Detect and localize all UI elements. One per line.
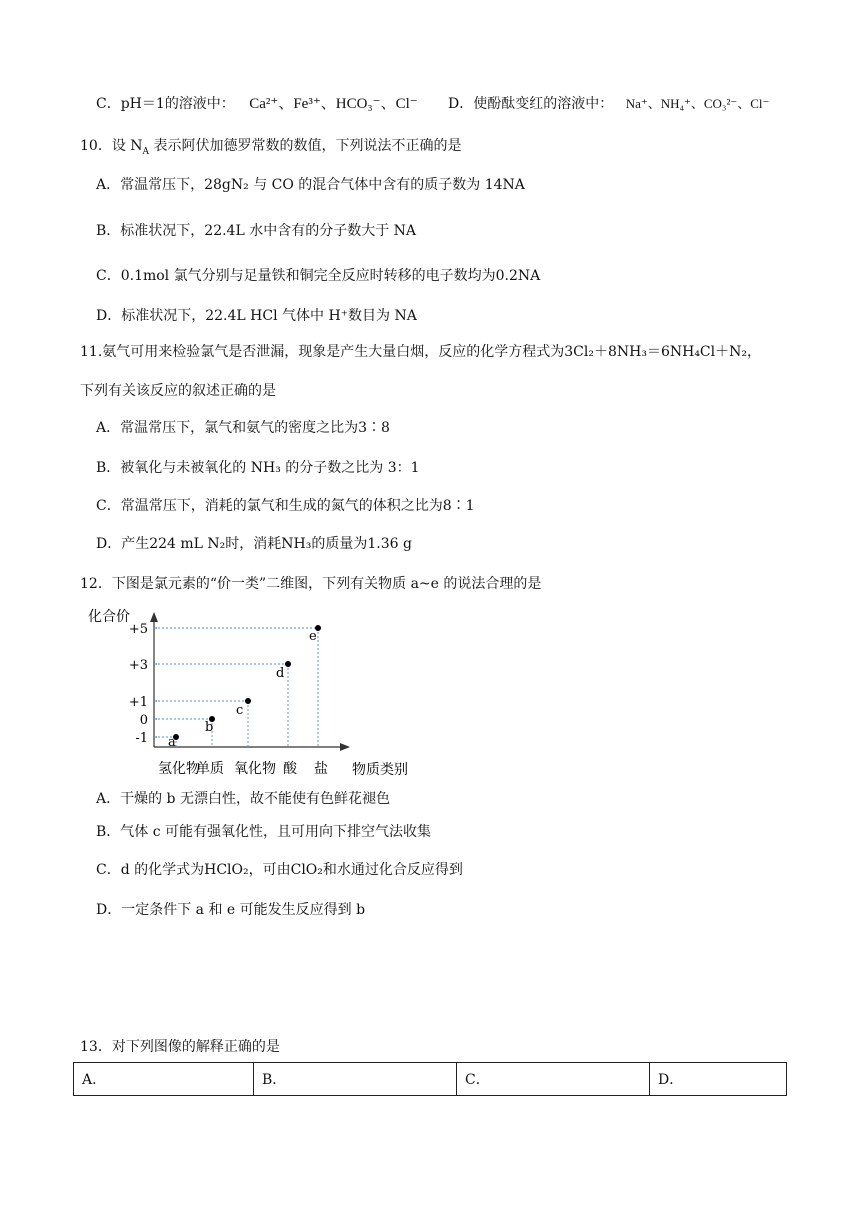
answer-cell-d: D． <box>650 1063 787 1096</box>
ion-list: Ca²⁺、Fe³⁺、HCO₃⁻、Cl⁻ <box>249 96 418 112</box>
stem-text: 10．设 N <box>80 138 143 154</box>
y-tick-label: +5 <box>128 622 148 637</box>
y-axis-arrow-icon <box>150 612 158 622</box>
x-category-label: 盐 <box>314 761 328 777</box>
chart-plot-area <box>129 612 350 777</box>
q11-stem-line2: 下列有关该反应的叙述正确的是 <box>80 383 276 399</box>
q11-option-c: C．常温常压下，消耗的氯气和生成的氮气的体积之比为8∶1 <box>96 498 475 514</box>
answer-cell-b: B． <box>254 1063 457 1096</box>
point-label: b <box>205 720 214 735</box>
y-tick-label: 0 <box>139 713 148 728</box>
x-axis-arrow-icon <box>340 743 350 751</box>
ion-list: Na⁺、NH₄⁺、CO₃²⁻、Cl⁻ <box>625 96 770 111</box>
q11-option-d: D．产生224 mL N₂时，消耗NH₃的质量为1.36 g <box>96 536 412 552</box>
x-category-label: 氧化物 <box>234 761 276 777</box>
q12-option-a: A．干燥的 b 无漂白性，故不能使有色鲜花褪色 <box>96 791 390 807</box>
point-label: c <box>236 703 244 718</box>
x-axis-label: 物质类别 <box>352 762 408 778</box>
q13-answer-table <box>73 1062 787 1096</box>
ph-value: ＝1 <box>141 96 165 112</box>
y-tick-label: -1 <box>135 731 148 746</box>
point-label: a <box>168 735 176 750</box>
x-category-label: 氢化物 <box>158 761 200 777</box>
q12-option-b: B．气体 c 可能有强氧化性，且可用向下排空气法收集 <box>96 824 432 840</box>
point-label: e <box>309 629 317 644</box>
option-label: D． <box>448 96 474 112</box>
q12-option-c: C．d 的化学式为HClO₂，可由ClO₂和水通过化合反应得到 <box>96 862 463 878</box>
table-row <box>74 1063 787 1096</box>
point-label: d <box>276 666 285 681</box>
valence-class-chart <box>84 604 424 782</box>
option-text: 使酚酞变红的溶液中： <box>473 96 614 112</box>
y-axis-label: 化合价 <box>88 609 130 625</box>
answer-cell-c: C． <box>457 1063 650 1096</box>
stem-subscript: A <box>142 146 150 157</box>
option-text: 的溶液中： <box>164 96 235 112</box>
answer-cell-a: A． <box>74 1063 254 1096</box>
q9-option-d <box>448 94 769 114</box>
x-category-label: 单质 <box>196 761 224 777</box>
q11-option-b: B．被氧化与未被氧化的 NH₃ 的分子数之比为 3：1 <box>96 460 420 476</box>
option-label: C． <box>96 96 121 112</box>
y-tick-label: +1 <box>128 695 148 710</box>
q9-option-c <box>96 94 418 114</box>
q13-stem: 13．对下列图像的解释正确的是 <box>80 1039 280 1055</box>
ph-text: pH <box>120 96 142 112</box>
data-point-c <box>245 698 251 704</box>
data-point-d <box>285 661 291 667</box>
x-category-label: 酸 <box>283 761 297 777</box>
stem-text-rest: 表示阿伏加德罗常数的数值，下列说法不正确的是 <box>149 138 462 154</box>
q12-stem: 12．下图是氯元素的“价一类”二维图，下列有关物质 a~e 的说法合理的是 <box>80 576 542 592</box>
q10-option-b: B．标准状况下，22.4L 水中含有的分子数大于 NA <box>96 223 417 239</box>
q12-option-d: D．一定条件下 a 和 e 可能发生反应得到 b <box>96 902 366 918</box>
y-tick-label: +3 <box>128 658 148 673</box>
q10-option-a: A．常温常压下，28gN₂ 与 CO 的混合气体中含有的质子数为 14NA <box>96 177 525 193</box>
q11-stem-line1: 11.氨气可用来检验氯气是否泄漏，现象是产生大量白烟，反应的化学方程式为3Cl₂＋8NH₃＝6NH₄Cl＋N₂， <box>80 344 761 360</box>
q11-option-a: A．常温常压下，氯气和氨气的密度之比为3∶8 <box>96 420 390 436</box>
q10-option-c: C．0.1mol 氯气分别与足量铁和铜完全反应时转移的电子数均为0.2NA <box>96 268 541 284</box>
q10-stem <box>80 136 461 156</box>
q10-option-d: D．标准状况下，22.4L HCl 气体中 H⁺数目为 NA <box>96 308 417 324</box>
